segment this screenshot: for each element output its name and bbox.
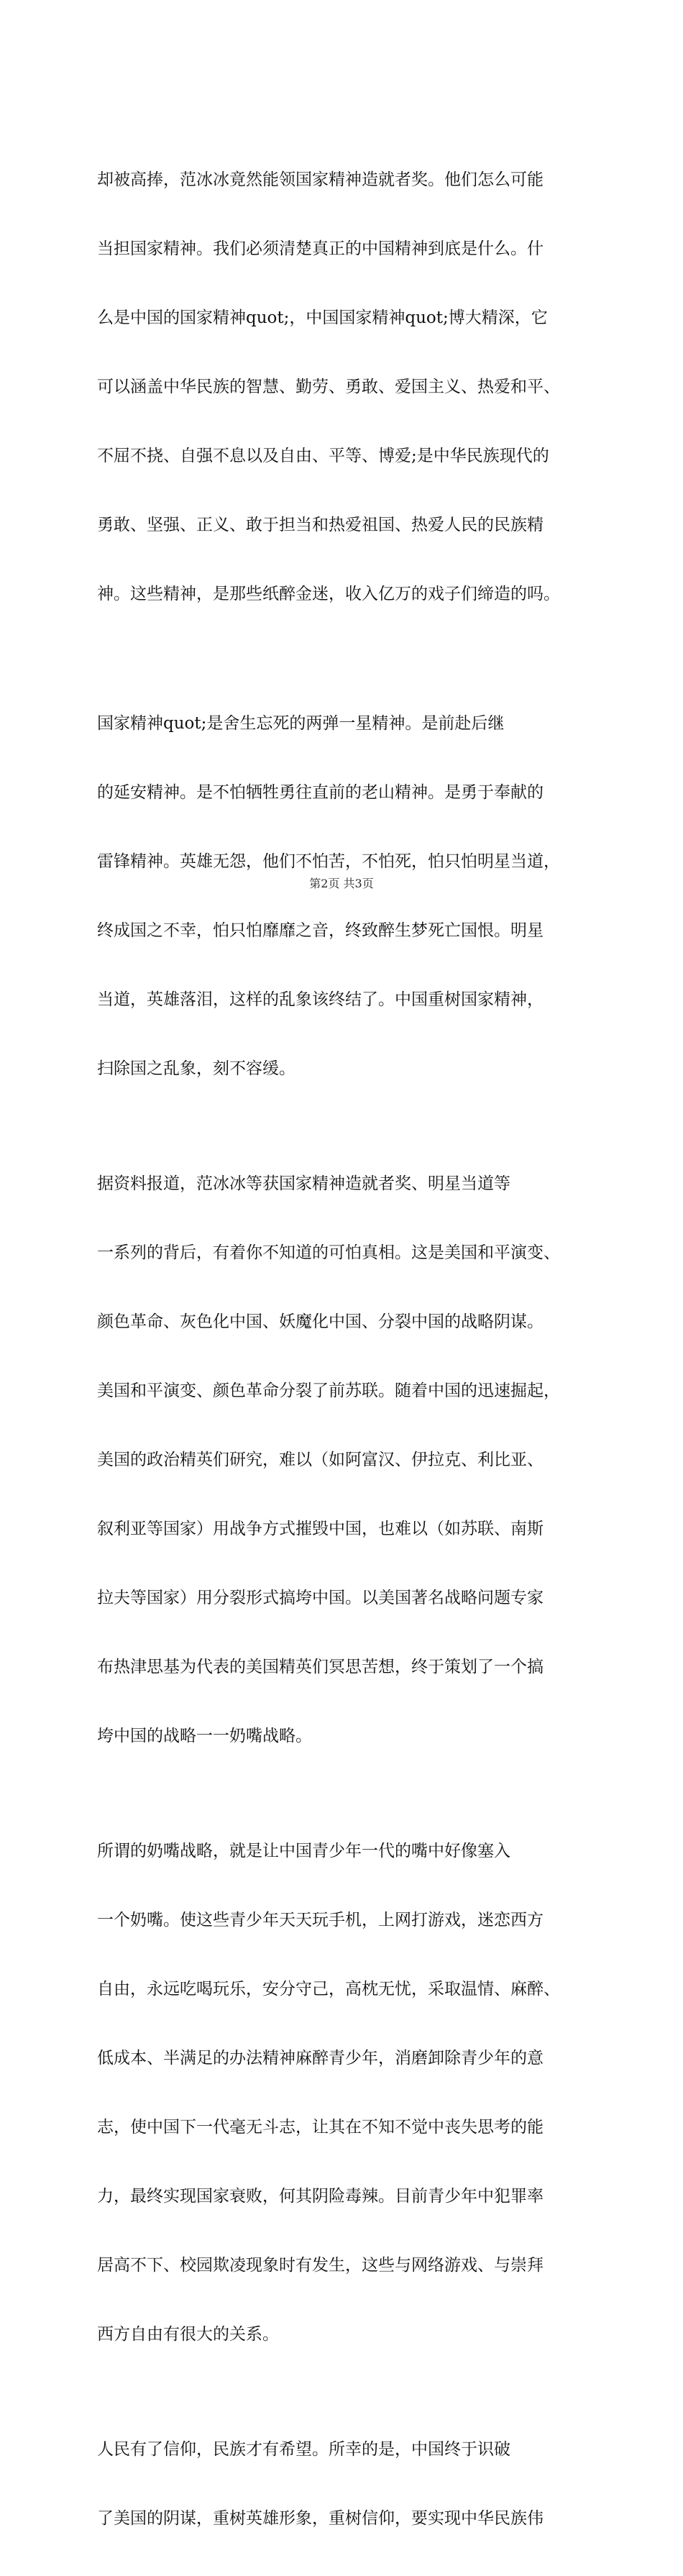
document-body	[97, 122, 597, 2576]
text-line: 一个奶嘴。使这些青少年天天玩手机，上网打游戏，迷恋西方	[97, 1911, 544, 1929]
text-line: 人民有了信仰，民族才有希望。所幸的是，中国终于识破	[97, 2440, 510, 2459]
text-line: 所谓的奶嘴战略，就是让中国青少年一代的嘴中好像塞入	[97, 1842, 510, 1860]
text-line: 当担国家精神。我们必须清楚真正的中国精神到底是什么。什	[97, 239, 544, 258]
paragraph-1	[97, 122, 597, 652]
text-line: 神。这些精神，是那些纸醉金迷，收入亿万的戏子们缔造的吗。	[97, 585, 560, 603]
text-line: 自由，永远吃喝玩乐，安分守己，高枕无忧，采取温情、麻醉、	[97, 1980, 560, 1999]
text-line: 颜色革命、灰色化中国、妖魔化中国、分裂中国的战略阴谋。	[97, 1312, 544, 1331]
text-line: 却被高捧，范冰冰竟然能领国家精神造就者奖。他们怎么可能	[97, 170, 544, 189]
text-line: 终成国之不幸，怕只怕靡靡之音，终致醉生梦死亡国恨。明星	[97, 921, 544, 940]
text-line: 的延安精神。是不怕牺牲勇往直前的老山精神。是勇于奉献的	[97, 783, 544, 802]
text-line: 么是中国的国家精神quot;，中国国家精神quot;博大精深，它	[97, 309, 548, 327]
text-line: 垮中国的战略一一奶嘴战略。	[97, 1727, 312, 1745]
paragraph-4	[97, 1794, 597, 2392]
paragraph-5	[97, 2392, 597, 2576]
text-line: 国家精神quot;是舍生忘死的两弹一星精神。是前赴后继	[97, 714, 505, 733]
text-line: 一系列的背后，有着你不知道的可怕真相。这是美国和平演变、	[97, 1243, 560, 1262]
text-line: 叙利亚等国家）用战争方式摧毁中国，也难以（如苏联、南斯	[97, 1520, 544, 1538]
text-line: 美国和平演变、颜色革命分裂了前苏联。随着中国的迅速掘起，	[97, 1381, 560, 1400]
text-line: 居高不下、校园欺凌现象时有发生，这些与网络游戏、与崇拜	[97, 2256, 544, 2275]
text-line: 了美国的阴谋，重树英雄形象，重树信仰，要实现中华民族伟	[97, 2509, 544, 2528]
page-footer	[0, 874, 683, 891]
text-line: 美国的政治精英们研究，难以（如阿富汉、伊拉克、利比亚、	[97, 1451, 544, 1469]
text-line: 勇敢、坚强、正义、敢于担当和热爱祖国、热爱人民的民族精	[97, 516, 544, 534]
text-line: 力，最终实现国家衰败，何其阴险毒辣。目前青少年中犯罪率	[97, 2187, 544, 2206]
paragraph-2	[97, 666, 597, 1126]
page-number-label: 第2页 共3页	[309, 877, 374, 890]
text-line: 志，使中国下一代毫无斗志，让其在不知不觉中丧失思考的能	[97, 2118, 544, 2137]
text-line: 布热津思基为代表的美国精英们冥思苦想，终于策划了一个搞	[97, 1658, 544, 1676]
text-line: 当道，英雄落泪，这样的乱象该终结了。中国重树国家精神，	[97, 990, 544, 1009]
text-line: 可以涵盖中华民族的智慧、勤劳、勇敢、爱国主义、热爱和平、	[97, 378, 560, 396]
text-line: 拉夫等国家）用分裂形式搞垮中国。以美国著名战略问题专家	[97, 1589, 544, 1607]
text-line: 据资料报道，范冰冰等获国家精神造就者奖、明星当道等	[97, 1174, 510, 1193]
text-line: 低成本、半满足的办法精神麻醉青少年，消磨卸除青少年的意	[97, 2049, 544, 2068]
paragraph-spacer	[97, 652, 597, 666]
text-line: 雷锋精神。英雄无怨，他们不怕苦，不怕死，怕只怕明星当道，	[97, 852, 560, 871]
text-line: 西方自由有很大的关系。	[97, 2325, 279, 2344]
text-line: 扫除国之乱象，刻不容缓。	[97, 1059, 295, 1078]
text-line: 不屈不挠、自强不息以及自由、平等、博爱;是中华民族现代的	[97, 447, 549, 465]
paragraph-3	[97, 1126, 597, 1794]
